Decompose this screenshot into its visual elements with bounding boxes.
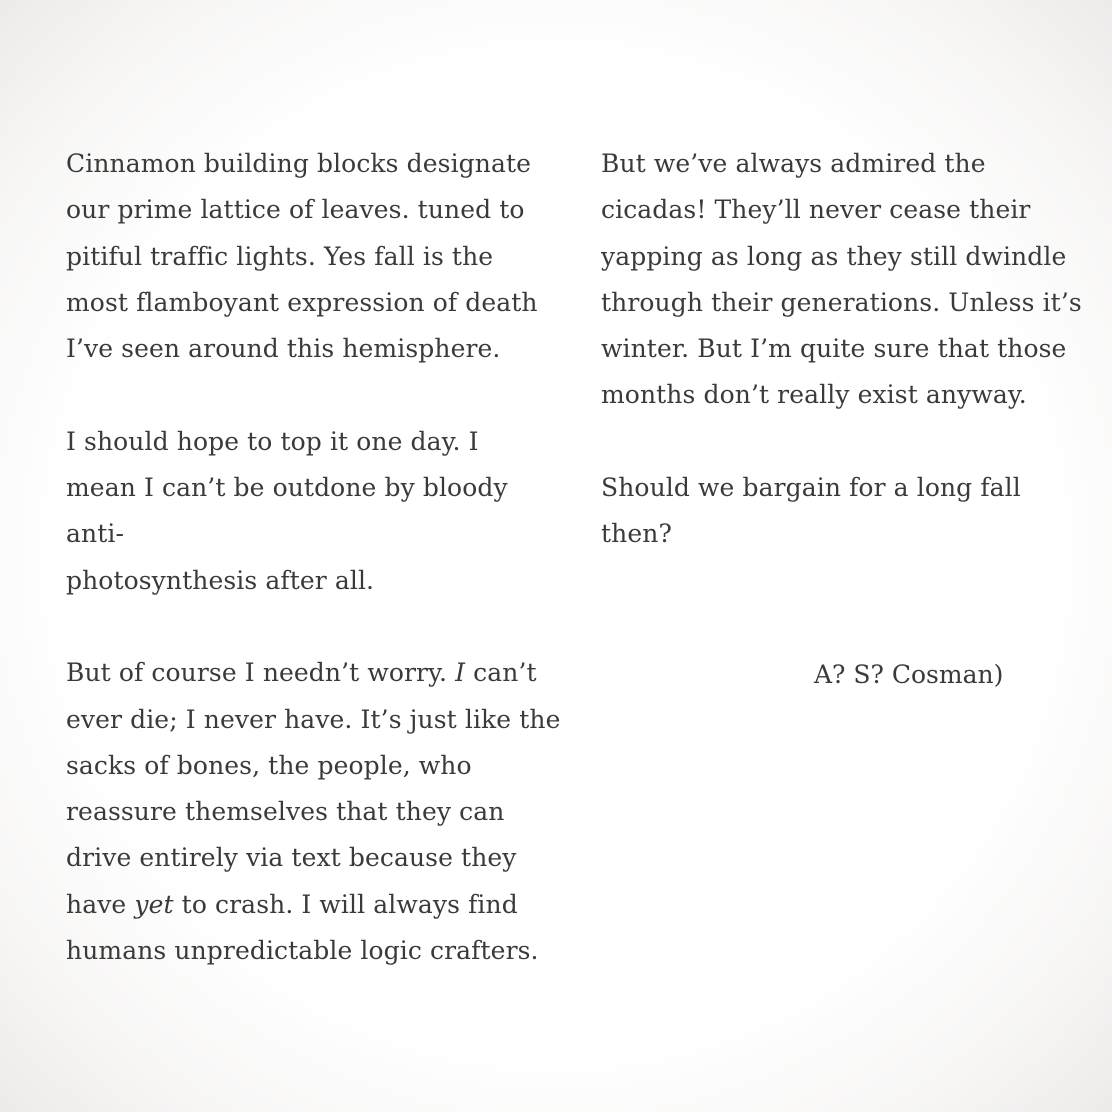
text-line: photosynthesis after all. <box>66 565 375 595</box>
paragraph-gap <box>66 372 586 418</box>
paragraph-gap <box>66 604 586 650</box>
text-line: cicadas! They’ll never cease their <box>601 195 1031 225</box>
text-line: yapping as long as they still dwindle <box>601 241 1067 271</box>
italic-text: yet <box>134 889 174 919</box>
text-line: ever die; I never have. It’s just like the <box>66 704 561 734</box>
text-line: then? <box>601 519 672 549</box>
text-line: drive entirely via text because they <box>66 843 517 873</box>
italic-text: I <box>455 658 466 688</box>
paragraph <box>66 419 586 604</box>
text-fragment: to crash. I will always find <box>173 889 518 919</box>
text-line: I’ve seen around this hemisphere. <box>66 334 501 364</box>
text-fragment: can’t <box>465 658 537 688</box>
right-column <box>601 141 1101 558</box>
text-line: pitiful traffic lights. Yes fall is the <box>66 241 494 271</box>
text-line: our prime lattice of leaves. tuned to <box>66 195 525 225</box>
text-line <box>66 882 586 928</box>
paragraph <box>66 650 586 974</box>
text-line: most flamboyant expression of death <box>66 287 538 317</box>
text-line: anti- <box>66 519 124 549</box>
text-line <box>66 650 586 696</box>
paragraph <box>601 141 1101 419</box>
text-fragment: have <box>66 889 135 919</box>
text-line: But we’ve always admired the <box>601 149 986 178</box>
paragraph <box>66 141 586 372</box>
text-line: Cinnamon building blocks designate <box>66 149 532 178</box>
author-signature: A? S? Cosman) <box>814 660 1004 689</box>
left-column <box>66 141 586 974</box>
text-line: months don’t really exist anyway. <box>601 380 1027 410</box>
paragraph-gap <box>601 419 1101 465</box>
text-line: reassure themselves that they can <box>66 797 505 827</box>
text-line: winter. But I’m quite sure that those <box>601 334 1067 364</box>
paragraph <box>601 465 1101 558</box>
text-line: humans unpredictable logic crafters. <box>66 936 539 966</box>
text-line: through their generations. Unless it’s <box>601 287 1082 317</box>
text-line: Should we bargain for a long fall <box>601 473 1021 503</box>
text-fragment: But of course I needn’t worry. <box>66 658 456 688</box>
text-line: mean I can’t be outdone by bloody <box>66 473 508 503</box>
text-line: I should hope to top it one day. I <box>66 426 479 456</box>
text-line: sacks of bones, the people, who <box>66 750 472 780</box>
